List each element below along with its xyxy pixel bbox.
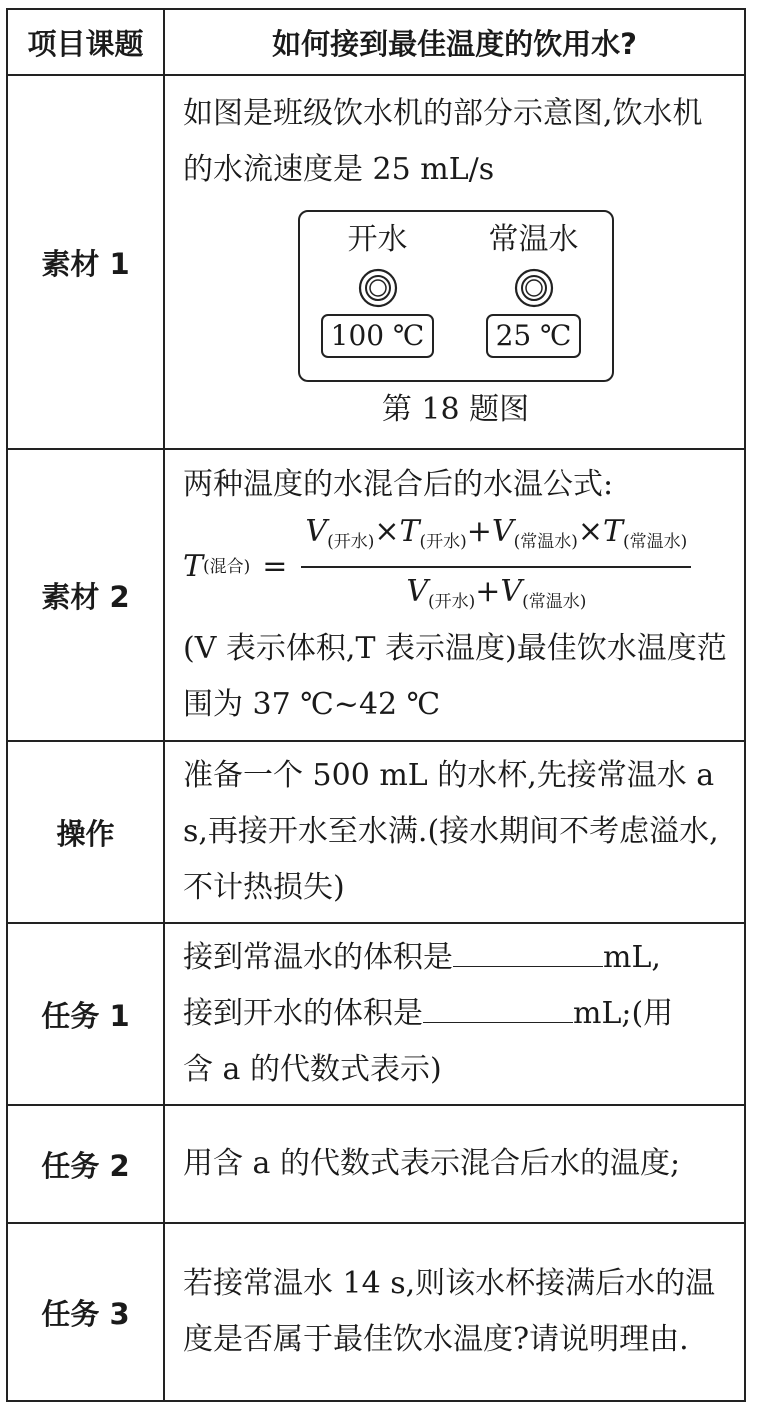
task1-line1 (183, 930, 728, 986)
header-row (7, 9, 745, 75)
task1-content (164, 923, 745, 1105)
room-water-tap-icon (514, 268, 554, 308)
room-water-temp: 25 ℃ (486, 314, 582, 358)
answer-blank-hot-water[interactable] (423, 986, 573, 1023)
num-t2: T (603, 514, 624, 549)
material1-text: 如图是班级饮水机的部分示意图,饮水机的水流速度是 25 mL/s (183, 96, 703, 187)
task2-row (7, 1105, 745, 1223)
figure-caption: 第 18 题图 (381, 392, 530, 427)
num-s2: (常温水) (513, 532, 578, 552)
hot-water-column (308, 212, 448, 364)
formula-numerator: $V_{(开水)}\times T_{(开水)}+V_{(常温水)}\times T_{(常温水)}$ (301, 512, 691, 568)
formula-lhs: T (183, 549, 204, 584)
formula-lhs-sub: (混合) (203, 557, 251, 577)
material1-content (164, 75, 745, 449)
task2-label: 任务 2 (7, 1105, 164, 1223)
task3-row (7, 1223, 745, 1401)
material1-label: 素材 1 (7, 75, 164, 449)
task1-line2-unit: mL;(用 (573, 996, 674, 1031)
task1-row (7, 923, 745, 1105)
task3-text: 若接常温水 14 s,则该水杯接满后水的温度是否属于最佳饮水温度?请说明理由. (164, 1223, 745, 1401)
mixing-formula (183, 513, 728, 621)
hot-water-tap-icon (358, 268, 398, 308)
formula-fraction (301, 512, 691, 622)
task3-label: 任务 3 (7, 1223, 164, 1401)
num-s1: (开水) (327, 532, 375, 552)
den-v2: V (500, 574, 523, 609)
den-s2: (常温水) (522, 592, 587, 612)
answer-blank-room-water[interactable] (453, 930, 603, 967)
task1-line1-unit: mL, (603, 940, 661, 975)
task1-label: 任务 1 (7, 923, 164, 1105)
material2-row (7, 449, 745, 741)
material2-content (164, 449, 745, 741)
material2-label: 素材 2 (7, 449, 164, 741)
task1-line2 (183, 986, 728, 1042)
formula-equals: = (262, 549, 288, 584)
formula-intro: 两种温度的水混合后的水温公式: (183, 467, 614, 502)
room-water-label: 常温水 (488, 222, 579, 257)
num-v1: V (305, 514, 328, 549)
material1-row (7, 75, 745, 449)
formula-denominator: $V_{(开水)}+V_{(常温水)}$ (406, 574, 587, 612)
num-ts2: (常温水) (623, 532, 688, 552)
operation-label: 操作 (7, 741, 164, 923)
num-ts1: (开水) (419, 532, 467, 552)
operation-text: 准备一个 500 mL 的水杯,先接常温水 a s,再接开水至水满.(接水期间不考虑溢水,不计热损失) (164, 741, 745, 923)
operation-row (7, 741, 745, 923)
task2-text: 用含 a 的代数式表示混合后水的温度; (164, 1105, 745, 1223)
hot-water-temp: 100 ℃ (321, 314, 435, 358)
hot-water-label: 开水 (347, 222, 408, 257)
task1-line1-text: 接到常温水的体积是 (183, 940, 453, 975)
den-s1: (开水) (428, 592, 476, 612)
room-water-column (464, 212, 604, 364)
den-v1: V (406, 574, 429, 609)
project-title: 如何接到最佳温度的饮用水? (164, 9, 745, 75)
task1-line3: 含 a 的代数式表示) (183, 1052, 442, 1087)
header-label: 项目课题 (7, 9, 164, 75)
task1-line2-text: 接到开水的体积是 (183, 996, 423, 1031)
worksheet-table (6, 8, 746, 1402)
num-v2: V (491, 514, 514, 549)
num-t1: T (399, 514, 420, 549)
formula-note: (V 表示体积,T 表示温度)最佳饮水温度范围为 37 ℃~42 ℃ (183, 631, 727, 722)
water-dispenser-figure (298, 210, 614, 382)
